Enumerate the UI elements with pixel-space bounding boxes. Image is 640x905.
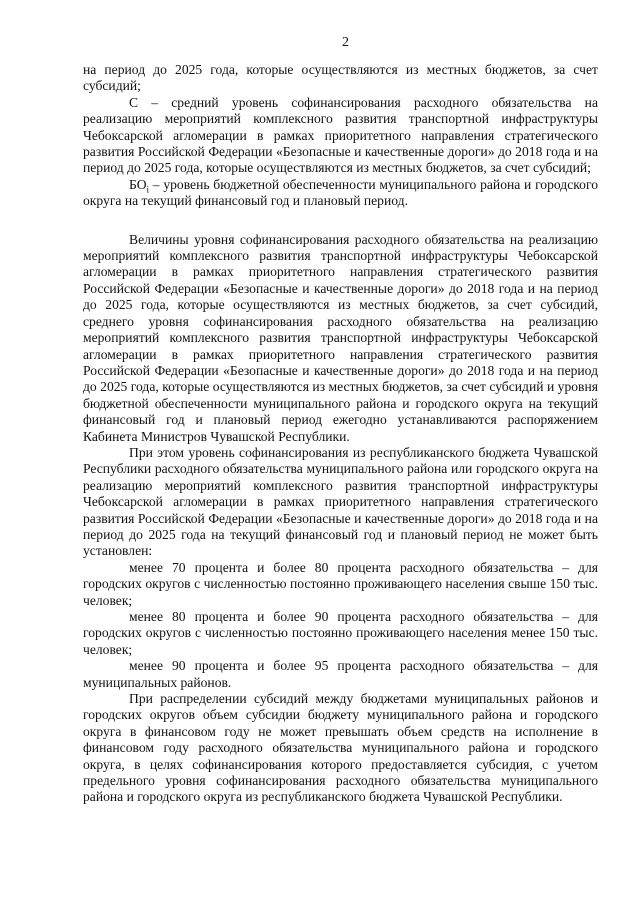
list-item-large-cities: менее 70 процента и более 80 процента расходного обязательства – для городских округов с численностью постоянно проживающего населения свыше 150 тыс. человек;	[83, 559, 598, 608]
list-item-small-cities: менее 80 процента и более 90 процента расходного обязательства – для городских округов с численностью постоянно проживающего населения менее 150 тыс. человек;	[83, 609, 598, 657]
list-item-districts: менее 90 процента и более 95 процента расходного обязательства – для муниципальных районов.	[83, 658, 598, 690]
paragraph-cofinancing-limits: При этом уровень софинансирования из республиканского бюджета Чувашской Республики расходного обязательства муниципального района или городского округа на реализацию мероприятий комплексного развития транспортной инфраструктуры Чебоксарской агломерации в рамках приоритетного направления стратегического развития Российской Федерации «Безопасные и качественные дороги» до 2018 года и на период до 2025 года на текущий финансовый год и плановый период не может быть установлен:	[83, 444, 598, 559]
bo-symbol: БО	[129, 176, 147, 192]
paragraph-definition-c: С – средний уровень софинансирования расходного обязательства на реализацию мероприятий комплексного развития транспортной инфраструктуры Чебоксарской агломерации в рамках приоритетного направления стратегического развития Российской Федерации «Безопасные и качественные дороги» до 2018 года и на период до 2025 года, которые осуществляются из местных бюджетов, за счет субсидий;	[83, 94, 598, 176]
page-number: 2	[342, 35, 349, 50]
bo-subscript: i	[146, 184, 150, 195]
document-page	[83, 34, 598, 806]
bo-definition-text: – уровень бюджетной обеспеченности муниципального района и городского округа на текущий финансовый год и плановый период.	[83, 176, 598, 209]
paragraph-gap	[83, 210, 598, 232]
paragraph-continuation: на период до 2025 года, которые осуществляются из местных бюджетов, за счет субсидий;	[83, 62, 598, 94]
paragraph-distribution: При распределении субсидий между бюджетами муниципальных районов и городских округов объем субсидии бюджету муниципального района и городского округа в финансовом году не может превышать объем средств на исполнение в финансовом году расходного обязательства муниципального района и городского округа, в целях софинансирования которого предоставляется субсидия, с учетом предельного уровня софинансирования расходного обязательства муниципального района и городского округа из республиканского бюджета Чувашской Республики.	[83, 691, 598, 805]
paragraph-values: Величины уровня софинансирования расходного обязательства на реализацию мероприятий комплексного развития транспортной инфраструктуры Чебоксарской агломерации в рамках приоритетного направления стратегического развития Российской Федерации «Безопасные и качественные дороги» до 2018 года и на период до 2025 года, которые осуществляются из местных бюджетов, за счет субсидий, среднего уровня софинансирования расходного обязательства на реализацию мероприятий комплексного развития транспортной инфраструктуры Чебоксарской агломерации в рамках приоритетного направления стратегического развития Российской Федерации «Безопасные и качественные дороги» до 2018 года и на период до 2025 года, которые осуществляются из местных бюджетов, за счет субсидий и уровня бюджетной обеспеченности муниципального района и городского округа на текущий финансовый год и плановый период ежегодно устанавливаются распоряжением Кабинета Министров Чувашской Республики.	[83, 231, 598, 444]
paragraph-definition-bo	[83, 177, 598, 210]
